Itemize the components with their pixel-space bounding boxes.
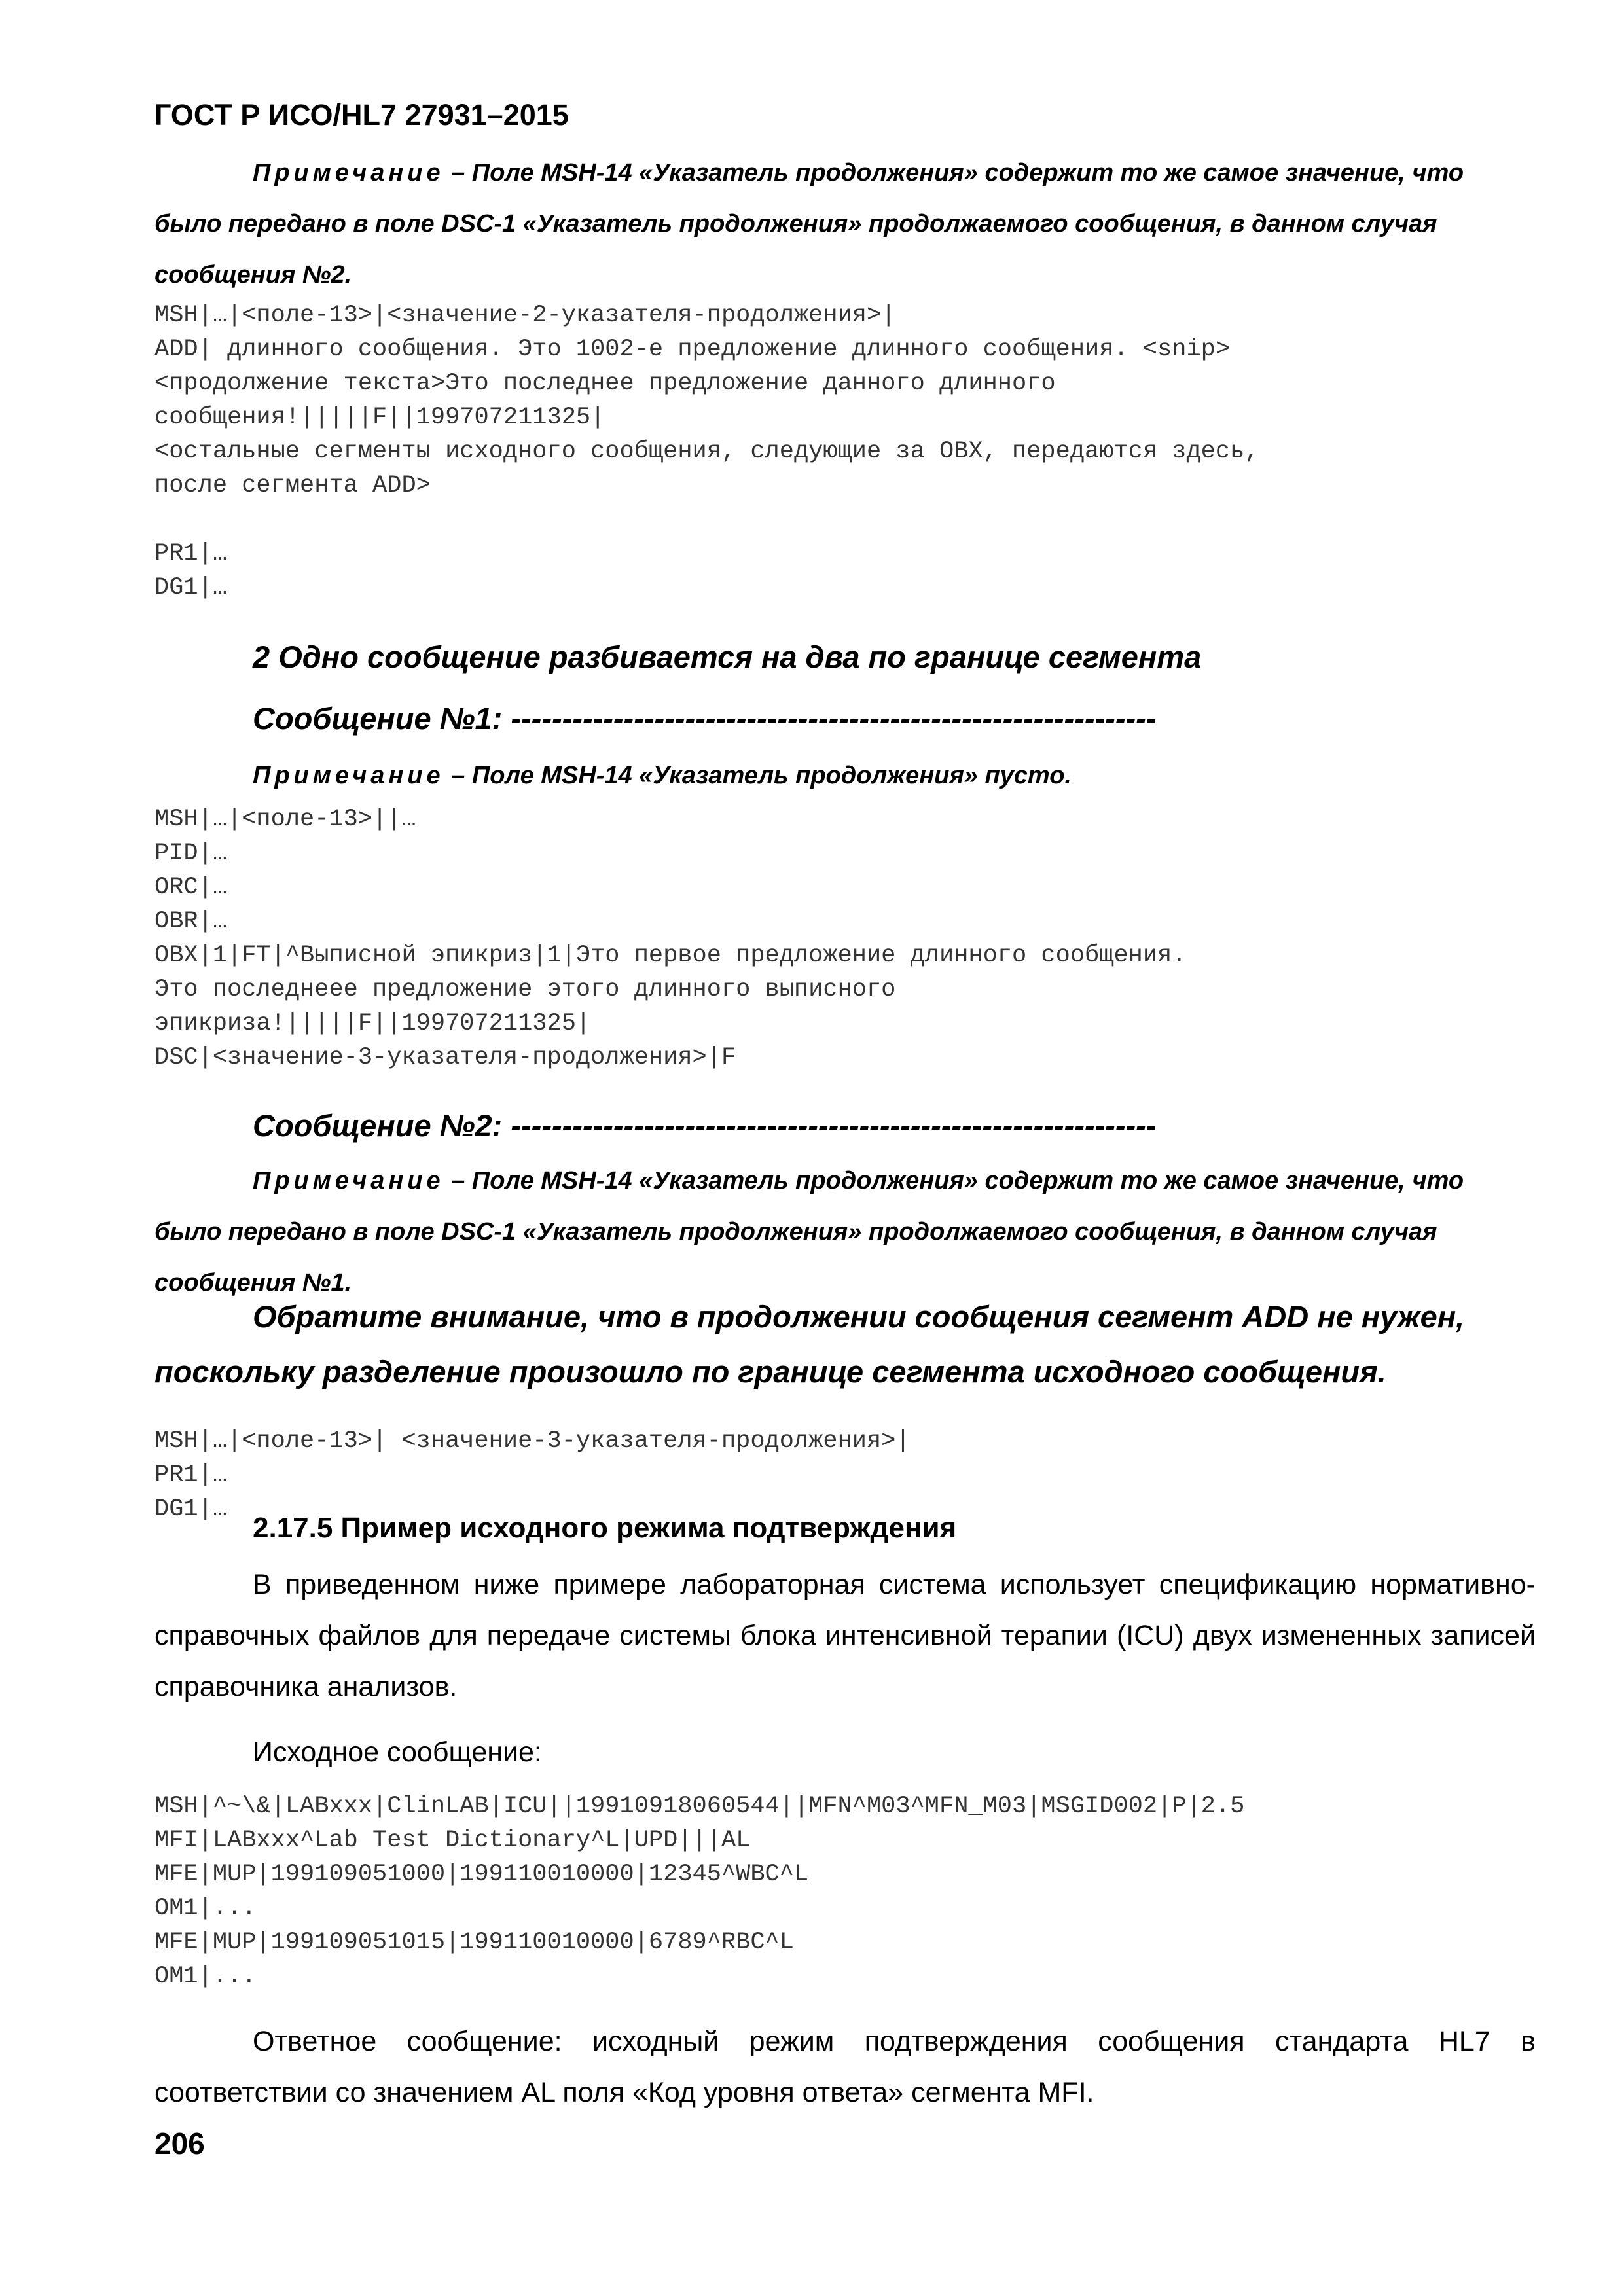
message-1-heading: Сообщение №1: --------------------------------------------------------------- (253, 701, 1157, 736)
code-block-1b: PR1|… DG1|… (154, 540, 228, 601)
paragraph-2: Исходное сообщение: (253, 1736, 542, 1768)
note-1 (154, 147, 1536, 300)
note-label: Примечание (253, 159, 444, 187)
note-label: Примечание (253, 762, 444, 789)
document-header: ГОСТ Р ИСО/HL7 27931–2015 (154, 98, 569, 132)
message-2-heading: Сообщение №2: --------------------------------------------------------------- (253, 1108, 1157, 1143)
code-block-1: MSH|…|<поле-13>|<значение-2-указателя-продолжения>| ADD| длинного сообщения. Это 1002-е предложение длинного сообщения. <snip> <продолжение текста>Это последнее предложение данного длинного сообщения!|||||F||199707211325| <остальные сегменты исходного сообщения, следующие за OBX, передаются здесь, после сегмента ADD> (154, 302, 1259, 499)
note-2 (154, 750, 1536, 801)
note-3 (154, 1155, 1536, 1308)
code-block-3: MSH|…|<поле-13>| <значение-3-указателя-продолжения>| PR1|… DG1|… (154, 1427, 911, 1523)
attention-note: Обратите внимание, что в продолжении сообщения сегмент ADD не нужен, поскольку разделение произошло по границе сегмента исходного сообщения. (154, 1299, 1465, 1389)
note-text: – Поле MSH-14 «Указатель продолжения» содержит то же самое значение, что было передано в поле DSC-1 «Указатель продолжения» продолжаемого сообщения, в данном случая сообщения №2. (154, 159, 1464, 289)
note-label: Примечание (253, 1167, 444, 1194)
paragraph-3: Ответное сообщение: исходный режим подтверждения сообщения стандарта HL7 в соответствии со значением AL поля «Код уровня ответа» сегмента MFI. (154, 2026, 1536, 2108)
code-block-2: MSH|…|<поле-13>||… PID|… ORC|… OBR|… OBX|1|FT|^Выписной эпикриз|1|Это первое предложение длинного сообщения. Это последнеее предложение этого длинного выписного эпикриза!|||||F||199707211325| DSC|<значение-3-указателя-продолжения>|F (154, 806, 1187, 1071)
paragraph-1: В приведенном ниже примере лабораторная система использует спецификацию нормативно-справочных файлов для передаче системы блока интенсивной терапии (ICU) двух измененных записей справочника анализов. (154, 1569, 1536, 1702)
note-text: – Поле MSH-14 «Указатель продолжения» пусто. (444, 762, 1072, 789)
code-block-4: MSH|^~\&|LABxxx|ClinLAB|ICU||19910918060544||MFN^M03^MFN_M03|MSGID002|P|2.5 MFI|LABxxx^Lab Test Dictionary^L|UPD|||AL MFE|MUP|199109051000|199110010000|12345^WBC^L OM1|... MFE|MUP|199109051015|199110010000|6789^RBC^L OM1|... (154, 1793, 1245, 1990)
example-heading: 2 Одно сообщение разбивается на два по границе сегмента (253, 639, 1202, 674)
note-text: – Поле MSH-14 «Указатель продолжения» содержит то же самое значение, что было передано в поле DSC-1 «Указатель продолжения» продолжаемого сообщения, в данном случая сообщения №1. (154, 1167, 1464, 1297)
section-heading: 2.17.5 Пример исходного режима подтверждения (253, 1512, 957, 1544)
page-number: 206 (154, 2126, 205, 2161)
